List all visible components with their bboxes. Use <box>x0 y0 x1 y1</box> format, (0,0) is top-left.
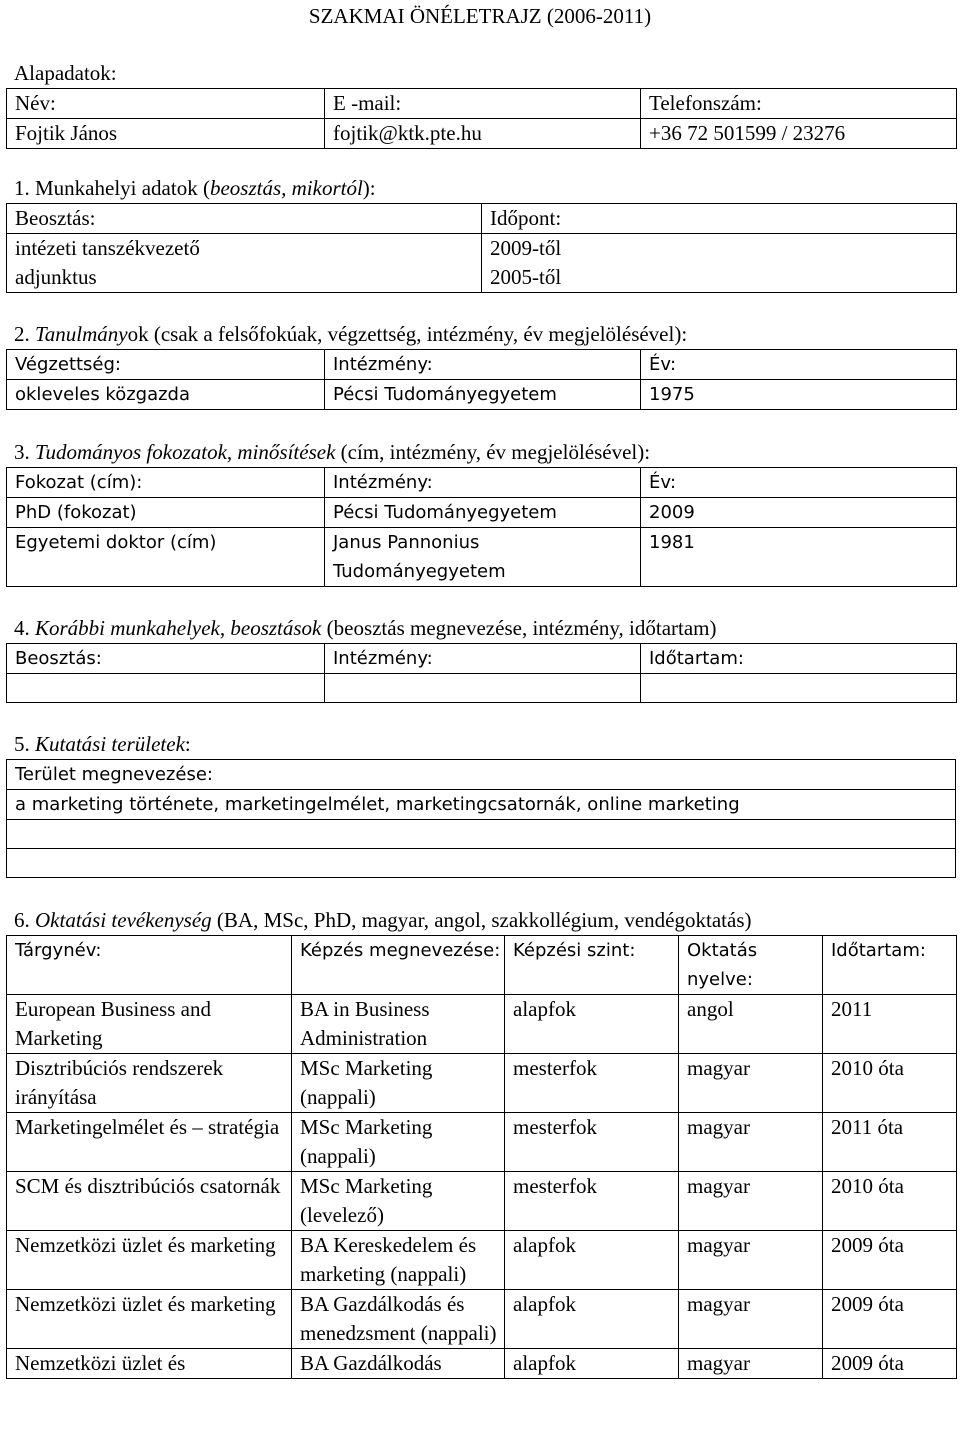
table-header-row: Terület megnevezése: <box>7 760 956 790</box>
table-row: PhD (fokozat) Pécsi Tudományegyetem 2009 <box>7 498 957 528</box>
table-row <box>7 674 957 703</box>
workplace-table <box>6 203 957 293</box>
studies-section <box>6 320 956 410</box>
email-label: E -mail: <box>325 89 641 119</box>
section-heading: 5. Kutatási területek: <box>14 732 191 756</box>
table-row <box>7 849 956 878</box>
table-row: intézeti tanszékvezető 2009-től <box>7 234 957 264</box>
former-workplaces-section <box>6 614 956 703</box>
email-value: fojtik@ktk.pte.hu <box>325 119 641 149</box>
basic-data-table <box>6 88 957 149</box>
table-header-row: Végzettség: Intézmény: Év: <box>7 350 957 380</box>
document-title: SZAKMAI ÖNÉLETRAJZ (2006-2011) <box>308 4 652 28</box>
table-header-row <box>7 89 957 119</box>
table-row: okleveles közgazda Pécsi Tudományegyetem 1975 <box>7 380 957 410</box>
table-row: Nemzetközi üzlet és marketing BA Kereskedelem és marketing (nappali) alapfok magyar 2009 óta <box>7 1231 957 1290</box>
position-label: Beosztás: <box>7 204 482 234</box>
phone-label: Telefonszám: <box>641 89 957 119</box>
table-row: SCM és disztribúciós csatornák MSc Marketing (levelező) mesterfok magyar 2010 óta <box>7 1172 957 1231</box>
section-heading: 4. Korábbi munkahelyek, beosztások (beosztás megnevezése, intézmény, időtartam) <box>14 616 717 640</box>
research-section <box>6 730 956 878</box>
table-row: Disztribúciós rendszerek irányítása MSc Marketing (nappali) mesterfok magyar 2010 óta <box>7 1054 957 1113</box>
table-header-row <box>7 204 957 234</box>
table-row <box>7 820 956 849</box>
table-row: European Business and Marketing BA in Business Administration alapfok angol 2011 <box>7 995 957 1054</box>
table-row: Egyetemi doktor (cím) Janus Pannonius Tudományegyetem 1981 <box>7 528 957 587</box>
basic-data-section <box>6 59 956 149</box>
table-row: Marketingelmélet és – stratégia MSc Marketing (nappali) mesterfok magyar 2011 óta <box>7 1113 957 1172</box>
teaching-table <box>6 935 957 1379</box>
date-label: Időpont: <box>482 204 957 234</box>
table-row: Nemzetközi üzlet és marketing BA Gazdálkodás és menedzsment (nappali) alapfok magyar 2009 óta <box>7 1290 957 1349</box>
section-heading: 2. Tanulmányok (csak a felsőfokúak, végzettség, intézmény, év megjelölésével): <box>14 322 688 346</box>
section-heading: 3. Tudományos fokozatok, minősítések (cím, intézmény, év megjelölésével): <box>14 440 651 464</box>
table-row: Nemzetközi üzlet és BA Gazdálkodás alapfok magyar 2009 óta <box>7 1349 957 1379</box>
table-row: adjunktus 2005-től <box>7 263 957 293</box>
table-header-row: Tárgynév: Képzés megnevezése: Képzési szint: Oktatás nyelve: Időtartam: <box>7 936 957 995</box>
research-table <box>6 759 956 878</box>
workplace-section <box>6 174 956 293</box>
studies-table <box>6 349 957 410</box>
former-workplaces-table <box>6 643 957 703</box>
table-row <box>7 119 957 149</box>
name-label: Név: <box>7 89 325 119</box>
name-value: Fojtik János <box>7 119 325 149</box>
section-heading: 1. Munkahelyi adatok (beosztás, mikortól): <box>14 176 376 200</box>
teaching-section <box>6 906 956 1379</box>
degrees-table <box>6 467 957 587</box>
table-row: a marketing története, marketingelmélet, marketingcsatornák, online marketing <box>7 790 956 820</box>
section-heading: 6. Oktatási tevékenység (BA, MSc, PhD, magyar, angol, szakkollégium, vendégoktatás) <box>14 908 752 932</box>
basic-data-heading: Alapadatok: <box>14 61 117 85</box>
table-header-row: Fokozat (cím): Intézmény: Év: <box>7 468 957 498</box>
phone-value: +36 72 501599 / 23276 <box>641 119 957 149</box>
degrees-section <box>6 438 956 587</box>
table-header-row: Beosztás: Intézmény: Időtartam: <box>7 644 957 674</box>
